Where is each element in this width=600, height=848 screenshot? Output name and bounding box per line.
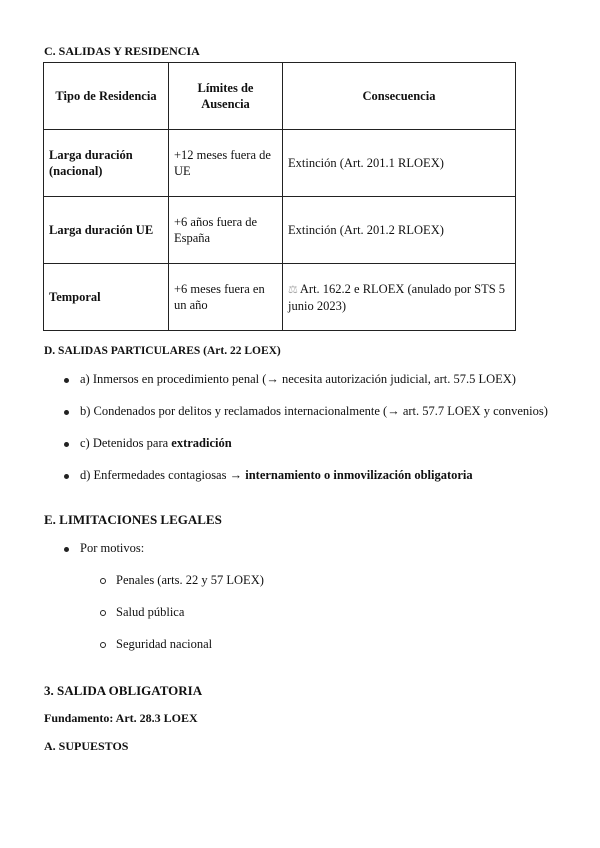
circle-bullet-icon [100, 578, 106, 584]
cell-consecuencia: Extinción (Art. 201.2 RLOEX) [283, 197, 516, 264]
header-consecuencia: Consecuencia [283, 63, 516, 130]
cell-limites: +12 meses fuera de UE [169, 130, 283, 197]
cell-tipo: Temporal [44, 264, 169, 331]
circle-bullet-icon [100, 642, 106, 648]
cell-limites: +6 meses fuera en un año [169, 264, 283, 331]
document-page: C. SALIDAS Y RESIDENCIA Tipo de Residencia Límites de Ausencia Consecuencia Larga duración (nacional) +12 meses fuera de UE Extinción (Art. 201.1 RLOEX) Larga duración UE +6 años fuera de España Extinción (Art. 201.2 RLOEX) Temporal +6 meses fuera en un año ⚖ Art. 162.2 e RLOEX (anulado por STS 5 junio 2023) D. SALIDAS PARTICULARES (Art. 22 LOEX) a) Inmersos en procedimiento penal (→ necesita autorización judicial, art. 57.5 LOEX) b) Condenados por delitos y reclamados internacionalmente (→ art. 57.7 LOEX y convenios) c) Detenidos para extradición d) Enfermedades contagiosas → internamiento o inmovilización obligatoria E. LIMITACIONES LEGALES Por motivos: Penales (arts. 22 y 57 LOEX) Salud pública Seguridad nacional 3. SALIDA OBLIGATORIA Fundamento: Art. 28.3 LOEX A. SUPUESTOS [44, 44, 548, 753]
circle-bullet-icon [100, 610, 106, 616]
cell-consecuencia [283, 264, 516, 331]
cell-limites: +6 años fuera de España [169, 197, 283, 264]
cell-consecuencia: Extinción (Art. 201.1 RLOEX) [283, 130, 516, 197]
scale-icon: ⚖ [288, 283, 298, 296]
bullet-icon [64, 378, 69, 383]
bullet-icon [64, 547, 69, 552]
table-header-row [44, 63, 516, 130]
residence-table [43, 62, 516, 331]
header-tipo: Tipo de Residencia [44, 63, 169, 130]
cell-tipo: Larga duración (nacional) [44, 130, 169, 197]
table-row [44, 197, 516, 264]
section-e-title: E. LIMITACIONES LEGALES [44, 512, 222, 527]
bullet-icon [64, 474, 69, 479]
cell-tipo: Larga duración UE [44, 197, 169, 264]
header-limites: Límites de Ausencia [169, 63, 283, 130]
fundamento: Fundamento: Art. 28.3 LOEX [44, 711, 198, 725]
section-d-title: D. SALIDAS PARTICULARES (Art. 22 LOEX) [44, 345, 281, 357]
section-c-title: C. SALIDAS Y RESIDENCIA [44, 44, 200, 58]
section-a-title: A. SUPUESTOS [44, 739, 129, 753]
bullet-icon [64, 442, 69, 447]
bullet-icon [64, 410, 69, 415]
cell-consecuencia-text: Art. 162.2 e RLOEX (anulado por STS 5 junio 2023) [288, 281, 506, 313]
section-3-title: 3. SALIDA OBLIGATORIA [44, 683, 203, 698]
table-row [44, 264, 516, 331]
table-row [44, 130, 516, 197]
